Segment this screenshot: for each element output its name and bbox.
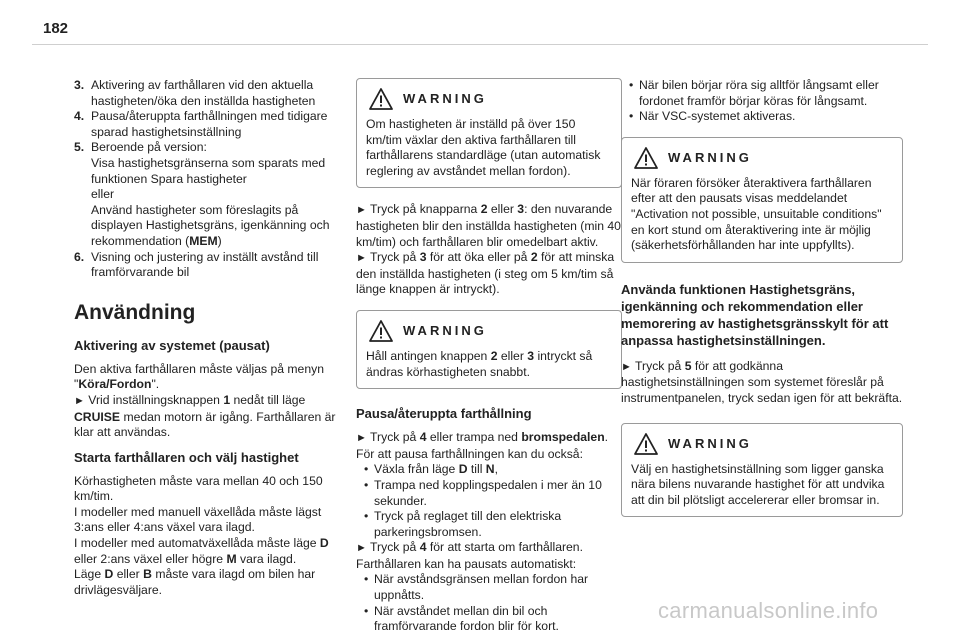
section-heading: Användning <box>74 300 196 324</box>
watermark: carmanualsonline.info <box>658 598 879 623</box>
list-item: 4. Pausa/återuppta farthållningen med tidigare sparad hastighetsinställning <box>74 109 328 139</box>
paragraph: Körhastigheten måste vara mellan 40 och 150 km/tim. I modeller med manuell växellåda måste lägst 3:ans eller 4:ans växel vara ilagd. I modeller med automatväxellåda måste läge D eller 2:ans växel eller högre M vara ilagd. Läge D eller B måste vara ilagd om bilen har drivlägesväljare. <box>74 473 329 597</box>
list-item: • När avståndet mellan din bil och framförvarande fordon blir för kort. <box>356 604 622 635</box>
list-item: 6. Visning och justering av inställt avstånd till framförvarande bil <box>74 249 319 280</box>
column-middle <box>356 78 622 635</box>
steps-list <box>74 78 342 281</box>
warning-box: WARNING När föraren försöker återaktivera farthållaren efter att den pausats visas meddelandet "Activation not possible, unsuitable conditions" en kort stund om återaktivering inte är möjlig (säkerhetsförhållanden har inte uppfyllts). <box>621 137 903 263</box>
paragraph: ► Tryck på 4 för att starta om farthållaren. Farthållaren kan ha pausats automatiskt: <box>356 540 583 571</box>
warning-title: WARNING <box>403 91 487 107</box>
list-item: • Växla från läge D till N, <box>356 462 622 478</box>
header-divider <box>32 44 928 45</box>
warning-icon <box>369 320 393 342</box>
warning-title: WARNING <box>403 323 487 339</box>
list-item: 5. Beroende på version: Visa hastighetsgränserna som sparats med funktionen Spara hastigheter eller Använd hastigheter som föreslagits på displayen Hastighetsgräns, igenkänning och rekommendation (MEM) <box>74 140 330 248</box>
warning-box: WARNING Håll antingen knappen 2 eller 3 intryckt så ändras körhastigheten snabbt. <box>356 310 622 389</box>
warning-icon <box>634 433 658 455</box>
warning-title: WARNING <box>668 149 752 165</box>
paragraph: ► Tryck på 5 för att godkänna hastighetsinställningen som systemet föreslår på instrumentpanelen, tryck sedan igen för att bekräfta. <box>621 358 903 405</box>
paragraph: ► Tryck på 4 eller trampa ned bromspedalen. För att pausa farthållningen kan du också: <box>356 430 609 461</box>
paragraph: Den aktiva farthållaren måste väljas på menyn "Köra/Fordon". ► Vrid inställningsknappen 1 nedåt till läge CRUISE medan motorn är igång. Farthållaren är klar att användas. <box>74 361 336 440</box>
subheading-start: Starta farthållaren och välj hastighet <box>74 449 299 465</box>
page-number: 182 <box>43 20 69 37</box>
column-left <box>74 78 342 598</box>
list-item: • När bilen börjar röra sig alltför långsamt eller fordonet framför börjar köras för långsamt. <box>621 78 903 109</box>
list-item: • När avståndsgränsen mellan fordon har uppnåtts. <box>356 572 622 603</box>
list-item: • Tryck på reglaget till den elektriska parkeringsbromsen. <box>356 509 622 540</box>
subheading-pause: Pausa/återuppta farthållning <box>356 406 532 422</box>
warning-box: WARNING Välj en hastighetsinställning som ligger ganska nära bilens nuvarande hastighet för att undvika att din bil plötsligt accelererar eller bromsar in. <box>621 423 903 518</box>
column-right <box>621 78 903 517</box>
subheading-activation: Aktivering av systemet (pausat) <box>74 337 270 353</box>
list-item: • Trampa ned kopplingspedalen i mer än 10 sekunder. <box>356 478 622 509</box>
subheading-speed-limit: Använda funktionen Hastighetsgräns, igenkänning och rekommendation eller memorering av hastighetsgränsskylt för att anpassa hastighetsinställningen. <box>621 281 889 348</box>
list-item: 3. Aktivering av farthållaren vid den aktuella hastigheten/öka den inställda hastigheten <box>74 78 316 108</box>
list-item: • När VSC-systemet aktiveras. <box>621 109 903 125</box>
warning-icon <box>369 88 393 110</box>
warning-box: WARNING Om hastigheten är inställd på över 150 km/tim växlar den aktiva farthållaren till farthållarens standardläge (utan automatisk reglering av avståndet mellan fordon). <box>356 78 622 188</box>
paragraph: ► Tryck på knapparna 2 eller 3: den nuvarande hastigheten blir den inställda hastigheten (min 40 km/tim) och farthållaren blir omedelbart aktiv. ► Tryck på 3 för att öka eller på 2 för att minska den inställda hastigheten (i steg om 5 km/tim så länge knappen är intryckt). <box>356 202 621 297</box>
warning-icon <box>634 147 658 169</box>
warning-title: WARNING <box>668 435 752 451</box>
